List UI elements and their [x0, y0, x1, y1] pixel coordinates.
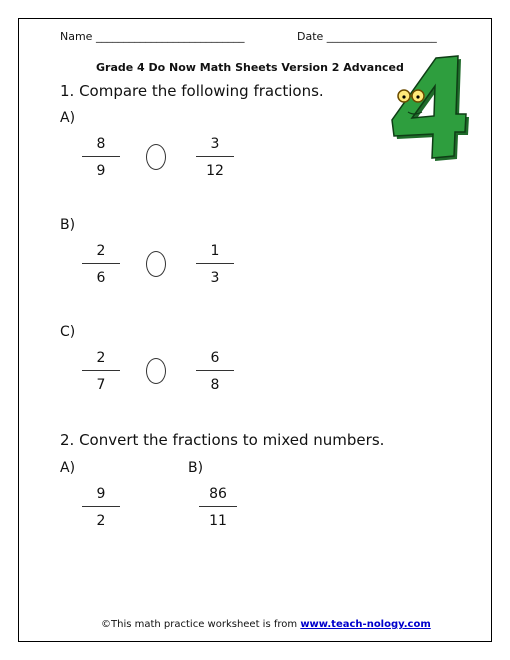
footer-credit [101, 619, 431, 630]
item-label: C) [60, 324, 76, 340]
denominator: 2 [96, 513, 106, 529]
fraction-right [196, 348, 234, 395]
denominator: 11 [209, 513, 227, 529]
numerator: 8 [96, 136, 106, 152]
comparison-answer-circle[interactable] [146, 251, 166, 277]
green-number-four-logo [384, 52, 470, 162]
fraction-left [82, 134, 120, 181]
teach-nology-link[interactable]: www.teach-nology.com [300, 619, 431, 630]
fraction-right [196, 134, 234, 181]
fraction-left [82, 241, 120, 288]
numerator: 2 [96, 243, 106, 259]
numerator: 2 [96, 350, 106, 366]
fraction-left [82, 348, 120, 395]
denominator: 6 [96, 270, 106, 286]
numerator: 6 [210, 350, 220, 366]
denominator: 8 [210, 377, 220, 393]
denominator: 3 [210, 270, 220, 286]
item-label: A) [60, 460, 76, 476]
comparison-answer-circle[interactable] [146, 144, 166, 170]
question-2-text: 2. Convert the fractions to mixed numbers. [60, 431, 385, 449]
footer-text: ©This math practice worksheet is from [101, 619, 301, 630]
comparison-answer-circle[interactable] [146, 358, 166, 384]
worksheet-title: Grade 4 Do Now Math Sheets Version 2 Advanced [96, 61, 404, 74]
numerator: 3 [210, 136, 220, 152]
name-field-label: Name ___________________________ [60, 30, 245, 43]
fraction-to-convert [82, 484, 120, 531]
item-label: B) [188, 460, 204, 476]
item-label: A) [60, 110, 76, 126]
denominator: 12 [206, 163, 224, 179]
date-field-label: Date ____________________ [297, 30, 437, 43]
denominator: 7 [96, 377, 106, 393]
numerator: 1 [210, 243, 220, 259]
numerator: 9 [96, 486, 106, 502]
fraction-right [196, 241, 234, 288]
numerator: 86 [209, 486, 227, 502]
denominator: 9 [96, 163, 106, 179]
question-1-text: 1. Compare the following fractions. [60, 82, 324, 100]
item-label: B) [60, 217, 76, 233]
fraction-to-convert [199, 484, 237, 531]
